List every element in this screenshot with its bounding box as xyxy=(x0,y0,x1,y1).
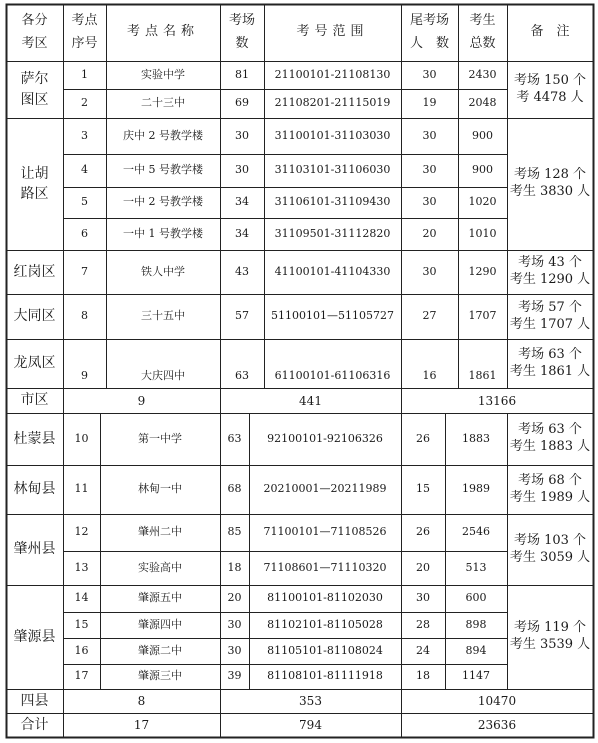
row-5-site-name: 一中 2 号教学楼 xyxy=(123,195,203,209)
row-17-total: 1147 xyxy=(462,669,490,683)
row-15-site-name: 肇源四中 xyxy=(138,617,182,631)
district-lindian: 林甸县 xyxy=(13,481,56,498)
row-1-rooms: 81 xyxy=(235,67,249,81)
row-1-site-name: 实验中学 xyxy=(141,67,185,81)
row-12-rooms: 85 xyxy=(227,525,242,539)
row-13-total: 513 xyxy=(465,560,487,574)
row-6-range: 31109501-31112820 xyxy=(274,226,391,240)
row-5-seq: 5 xyxy=(81,195,88,209)
row-8-seq: 8 xyxy=(81,309,88,323)
row-14-seq: 14 xyxy=(74,591,89,605)
row-16-last-room: 24 xyxy=(416,643,430,657)
row-3-site-name: 庆中 2 号教学楼 xyxy=(123,128,203,142)
row-2-range: 21108201-21115019 xyxy=(274,96,391,110)
row-4-last-room: 30 xyxy=(422,163,437,177)
row-5-total: 1020 xyxy=(468,195,497,209)
summary-city-rooms: 441 xyxy=(299,393,322,408)
row-8-total: 1707 xyxy=(468,309,497,323)
summary-total-students: 23636 xyxy=(477,718,517,732)
district-honggang: 红岗区 xyxy=(13,263,56,280)
header-seq: 考点 序号 xyxy=(71,12,98,51)
header-district: 各分 考区 xyxy=(21,12,48,51)
row-5-last-room: 30 xyxy=(422,195,437,209)
row-6-seq: 6 xyxy=(81,226,88,240)
row-11-last-room: 15 xyxy=(416,482,430,496)
note-zhaoyuan: 考场 119 个 考生 3539 人 xyxy=(509,620,591,652)
row-13-range: 71108601—71110320 xyxy=(263,560,387,574)
row-10-range: 92100101-92106326 xyxy=(267,431,383,445)
row-6-total: 1010 xyxy=(468,226,497,240)
summary-counties-students: 10470 xyxy=(477,694,517,708)
row-7-seq: 7 xyxy=(81,264,88,278)
row-10-total: 1883 xyxy=(462,431,490,445)
row-14-range: 81100101-81102030 xyxy=(267,591,383,605)
row-3-last-room: 30 xyxy=(422,128,437,142)
row-7-last-room: 30 xyxy=(422,264,437,278)
row-12-total: 2546 xyxy=(462,525,490,539)
row-9-total: 1861 xyxy=(468,368,497,382)
note-honggang: 考场 43 个 考生 1290 人 xyxy=(509,255,591,287)
row-2-last-room: 19 xyxy=(422,96,437,110)
row-8-rooms: 57 xyxy=(235,309,249,323)
row-15-last-room: 28 xyxy=(416,617,430,631)
row-16-total: 894 xyxy=(465,643,487,657)
district-zhaozhou: 肇州县 xyxy=(13,541,56,558)
note-sarnu: 考场 150 个 考 4478 人 xyxy=(513,72,587,105)
row-13-seq: 13 xyxy=(74,560,89,574)
row-7-total: 1290 xyxy=(468,264,497,278)
row-12-last-room: 26 xyxy=(416,525,430,539)
row-13-last-room: 20 xyxy=(416,560,430,574)
row-1-seq: 1 xyxy=(81,67,88,81)
row-14-last-room: 30 xyxy=(416,591,430,605)
row-7-site-name: 铁人中学 xyxy=(141,264,185,278)
note-datong: 考场 57 个 考生 1707 人 xyxy=(509,299,591,332)
header-range: 考号范围 xyxy=(296,24,369,40)
header-site-name: 考点名称 xyxy=(126,24,199,40)
row-8-site-name: 三十五中 xyxy=(141,309,185,323)
row-16-rooms: 30 xyxy=(227,643,242,657)
row-11-rooms: 68 xyxy=(227,482,242,496)
summary-total-rooms: 794 xyxy=(299,718,322,732)
header-total: 考生 总数 xyxy=(469,12,496,51)
row-16-seq: 16 xyxy=(74,643,89,657)
row-9-site-name: 大庆四中 xyxy=(141,368,185,382)
row-11-range: 20210001—20211989 xyxy=(263,482,387,496)
summary-counties-label: 四县 xyxy=(20,692,49,709)
row-12-site-name: 肇州二中 xyxy=(138,525,182,539)
row-11-seq: 11 xyxy=(74,482,89,496)
district-dumeng: 杜蒙县 xyxy=(13,430,56,447)
row-1-total: 2430 xyxy=(468,67,497,81)
note-zhaozhou: 考场 103 个 考生 3059 人 xyxy=(509,532,591,565)
row-3-range: 31100101-31103030 xyxy=(274,128,391,142)
summary-counties-rooms: 353 xyxy=(299,694,322,708)
row-11-site-name: 林甸一中 xyxy=(138,482,182,496)
row-12-range: 71100101—71108526 xyxy=(263,525,387,539)
row-9-rooms: 63 xyxy=(235,368,249,382)
row-15-total: 898 xyxy=(465,617,487,631)
row-10-last-room: 26 xyxy=(416,431,430,445)
row-14-site-name: 肇源五中 xyxy=(138,591,182,605)
row-17-site-name: 肇源三中 xyxy=(138,669,182,683)
header-rooms: 考场 数 xyxy=(228,12,255,51)
row-6-last-room: 20 xyxy=(422,226,437,240)
summary-total-label: 合计 xyxy=(20,716,49,733)
row-3-seq: 3 xyxy=(81,128,88,142)
row-11-total: 1989 xyxy=(462,482,490,496)
row-4-rooms: 30 xyxy=(235,163,249,177)
row-8-range: 51100101—51105727 xyxy=(271,309,394,323)
row-3-total: 900 xyxy=(472,128,493,142)
row-7-rooms: 43 xyxy=(235,264,249,278)
row-10-site-name: 第一中学 xyxy=(138,431,182,445)
note-ranghu: 考场 128 个 考生 3830 人 xyxy=(509,167,591,199)
row-16-range: 81105101-81108024 xyxy=(267,643,383,657)
row-13-rooms: 18 xyxy=(227,560,242,574)
row-5-range: 31106101-31109430 xyxy=(274,195,391,209)
row-4-range: 31103101-31106030 xyxy=(274,163,391,177)
row-5-rooms: 34 xyxy=(235,195,249,209)
note-longfeng: 考场 63 个 考生 1861 人 xyxy=(509,346,591,379)
row-7-range: 41100101-41104330 xyxy=(274,264,391,278)
row-10-rooms: 63 xyxy=(227,431,242,445)
note-dumeng: 考场 63 个 考生 1883 人 xyxy=(509,422,591,454)
row-15-range: 81102101-81105028 xyxy=(267,617,383,631)
row-1-range: 21100101-21108130 xyxy=(274,67,391,81)
row-1-last-room: 30 xyxy=(422,67,437,81)
row-15-seq: 15 xyxy=(74,617,89,631)
row-3-rooms: 30 xyxy=(235,128,249,142)
row-9-last-room: 16 xyxy=(422,368,437,382)
row-16-site-name: 肇源二中 xyxy=(138,643,182,657)
district-longfeng: 龙凤区 xyxy=(13,355,56,372)
district-sarnu: 萨尔 图区 xyxy=(20,71,49,108)
row-13-site-name: 实验高中 xyxy=(138,560,182,574)
summary-counties-sites: 8 xyxy=(137,694,146,708)
row-14-rooms: 20 xyxy=(227,591,242,605)
district-ranghu: 让胡 路区 xyxy=(20,165,49,202)
summary-city-sites: 9 xyxy=(137,393,146,408)
row-10-seq: 10 xyxy=(74,431,89,445)
summary-city-students: 13166 xyxy=(477,393,517,408)
row-15-rooms: 30 xyxy=(227,617,242,631)
row-4-site-name: 一中 5 号教学楼 xyxy=(123,163,203,177)
header-note: 备 注 xyxy=(530,24,570,40)
row-12-seq: 12 xyxy=(74,525,89,539)
row-17-range: 81108101-81111918 xyxy=(267,669,383,683)
row-6-rooms: 34 xyxy=(235,226,249,240)
note-lindian: 考场 68 个 考生 1989 人 xyxy=(509,472,591,505)
summary-total-sites: 17 xyxy=(133,718,150,732)
row-2-site-name: 二十三中 xyxy=(141,96,185,110)
row-14-total: 600 xyxy=(465,591,487,605)
row-17-seq: 17 xyxy=(74,669,89,683)
row-2-seq: 2 xyxy=(81,96,88,110)
district-zhaoyuan: 肇源县 xyxy=(13,628,56,645)
summary-city-label: 市区 xyxy=(20,392,49,409)
row-9-seq: 9 xyxy=(81,368,88,382)
row-4-total: 900 xyxy=(472,163,493,177)
row-2-total: 2048 xyxy=(468,96,497,110)
district-datong: 大同区 xyxy=(13,308,56,325)
row-9-range: 61100101-61106316 xyxy=(274,368,391,382)
row-4-seq: 4 xyxy=(81,163,88,177)
header-last-room: 尾考场 人 数 xyxy=(409,12,449,51)
row-2-rooms: 69 xyxy=(235,96,249,110)
row-8-last-room: 27 xyxy=(422,309,437,323)
row-6-site-name: 一中 1 号教学楼 xyxy=(123,226,203,240)
row-17-last-room: 18 xyxy=(416,669,430,683)
row-17-rooms: 39 xyxy=(227,669,242,683)
